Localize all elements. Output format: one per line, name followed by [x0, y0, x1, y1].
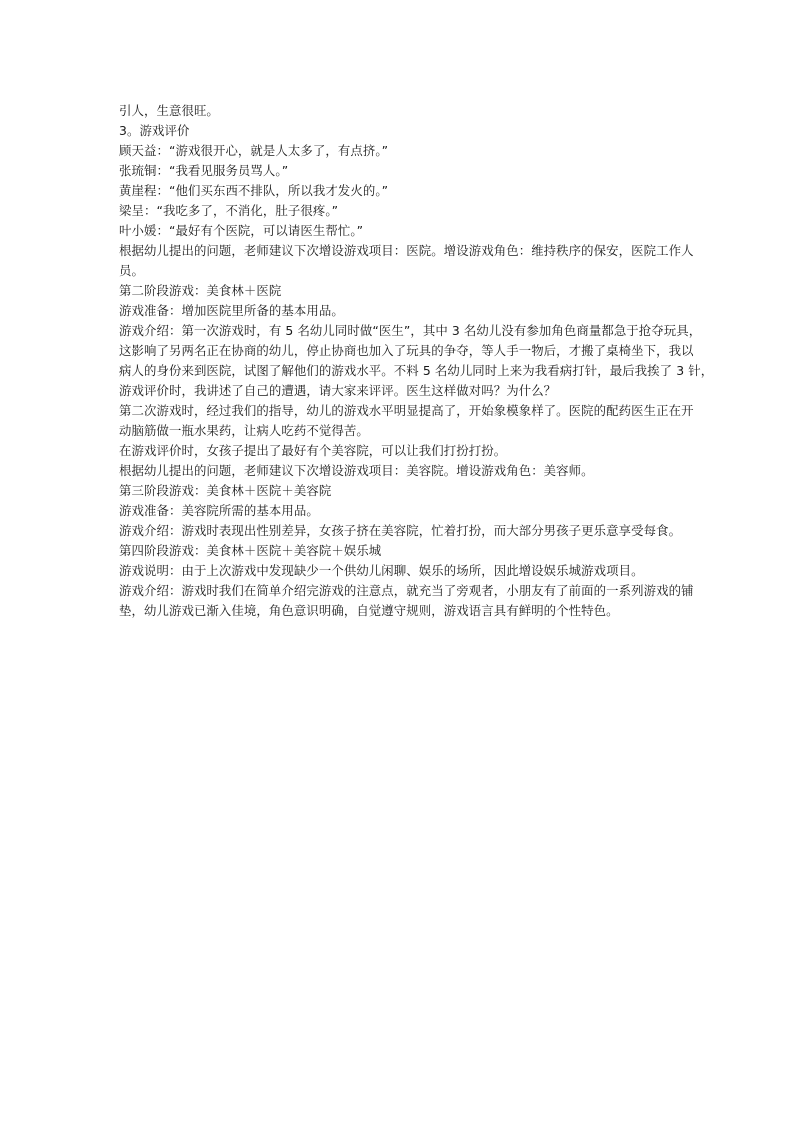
text-line: 动脑筋做一瓶水果药，让病人吃药不觉得苦。	[119, 423, 369, 438]
text-line: 张琉铜：“我看见服务员骂人。”	[119, 163, 289, 178]
text-line: 叶小媛：“最好有个医院，可以请医生帮忙。”	[119, 223, 364, 238]
stage-heading: 第四阶段游戏：美食林＋医院＋美容院＋娱乐城	[119, 543, 382, 558]
document-body	[119, 101, 714, 621]
text-line: 垫，幼儿游戏已渐入佳境，角色意识明确，自觉遵守规则，游戏语言具有鲜明的个性特色。	[119, 603, 619, 618]
text-line: 游戏介绍：第一次游戏时，有 5 名幼儿同时做“医生”，其中 3 名幼儿没有参加角色商量都急于抢夺玩具，	[119, 323, 702, 338]
text-line: 黄崖程：“他们买东西不排队，所以我才发火的。”	[119, 183, 389, 198]
text-line: 游戏介绍：游戏时我们在简单介绍完游戏的注意点，就充当了旁观者，小朋友有了前面的一系列游戏的铺	[119, 583, 694, 598]
stage-heading: 第三阶段游戏：美食林＋医院＋美容院	[119, 483, 332, 498]
text-line: 游戏评价时，我讲述了自己的遭遇，请大家来评评。医生这样做对吗？为什么？	[119, 383, 557, 398]
text-line: 在游戏评价时，女孩子提出了最好有个美容院，可以让我们打扮打扮。	[119, 443, 507, 458]
text-line: 游戏准备：美容院所需的基本用品。	[119, 503, 319, 518]
section-heading: 3。游戏评价	[119, 123, 190, 138]
text-line: 员。	[119, 263, 144, 278]
stage-heading: 第二阶段游戏：美食林＋医院	[119, 283, 282, 298]
text-line: 游戏准备：增加医院里所备的基本用品。	[119, 303, 344, 318]
text-line: 根据幼儿提出的问题，老师建议下次增设游戏项目：医院。增设游戏角色：维持秩序的保安，医院工作人	[119, 243, 694, 258]
text-line: 游戏说明：由于上次游戏中发现缺少一个供幼儿闲聊、娱乐的场所，因此增设娱乐城游戏项目。	[119, 563, 644, 578]
text-line: 第二次游戏时，经过我们的指导，幼儿的游戏水平明显提高了，开始象模象样了。医院的配药医生正在开	[119, 403, 694, 418]
text-line: 这影响了另两名正在协商的幼儿，停止协商也加入了玩具的争夺，等人手一物后，才搬了桌椅坐下，我以	[119, 343, 694, 358]
text-line: 梁呈：“我吃多了，不消化，肚子很疼。”	[119, 203, 339, 218]
text-line: 病人的身份来到医院，试图了解他们的游戏水平。不料 5 名幼儿同时上来为我看病打针，最后我挨了 3 针，	[119, 363, 714, 378]
text-line: 引人，生意很旺。	[119, 103, 219, 118]
text-line: 顾天益：“游戏很开心，就是人太多了，有点挤。”	[119, 143, 389, 158]
text-line: 游戏介绍：游戏时表现出性别差异，女孩子挤在美容院，忙着打扮，而大部分男孩子更乐意享受每食。	[119, 523, 682, 538]
text-line: 根据幼儿提出的问题，老师建议下次增设游戏项目：美容院。增设游戏角色：美容师。	[119, 463, 594, 478]
